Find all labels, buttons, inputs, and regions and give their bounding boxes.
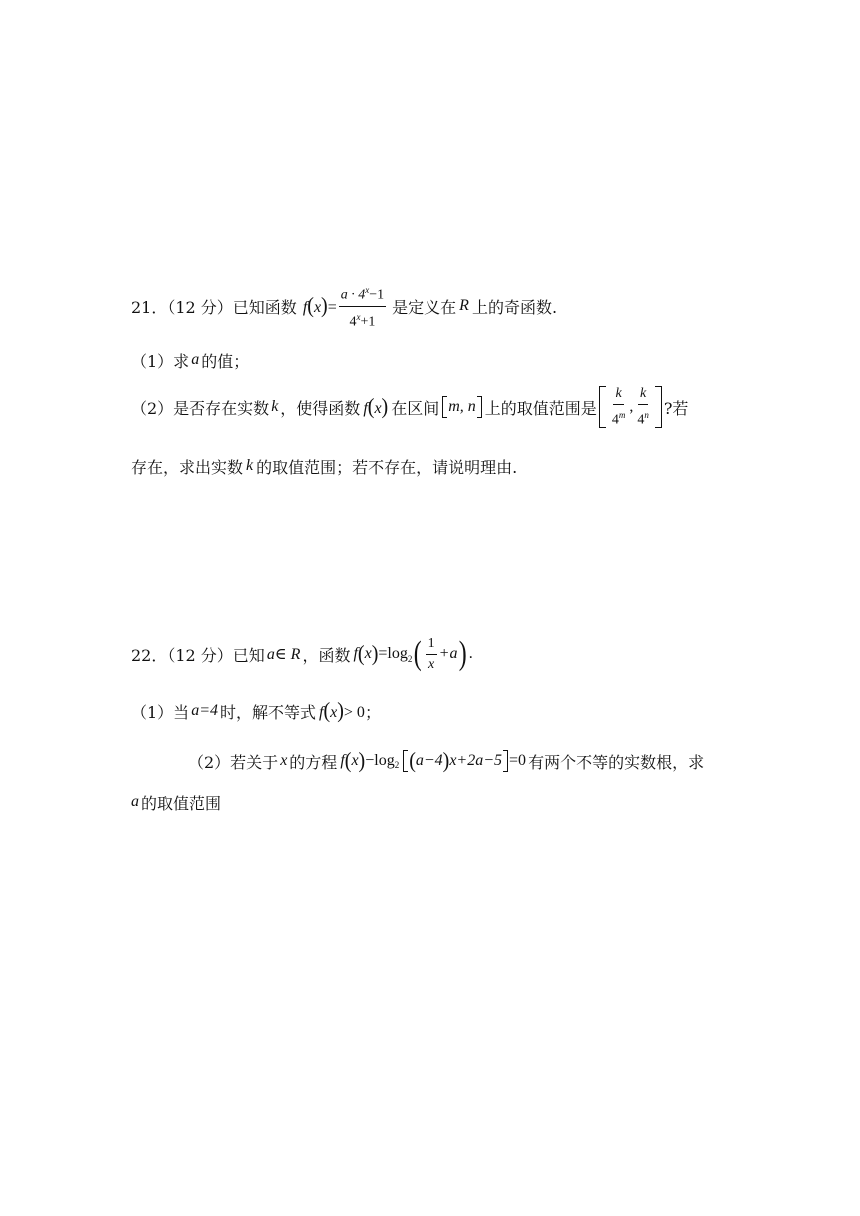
q21-R: R	[459, 297, 469, 314]
q22-stem: 22．（12 分）已知 a∈ R ，函数 f ( x ) =log $_2$ ( $\frac{1}{x}$ +a ) .	[131, 635, 473, 672]
q22-part2-line2: a 的取值范围	[131, 793, 222, 813]
q21-stem	[131, 284, 558, 330]
q22-condition: a∈ R	[266, 646, 301, 663]
q21-part1: （1）求 a 的值；	[131, 351, 250, 371]
q21-part2-fx: f(x)	[363, 394, 389, 419]
q21-function-fraction: $\frac{a \cdot 4^x-1}{4^x+1}$	[339, 281, 386, 331]
q21-range-bracket: $\frac{k}{4^m}$ , $\frac{k}{4^n}$	[599, 385, 662, 430]
q21-part2-line2: 存在，求出实数 k 的取值范围；若不存在，请说明理由.	[131, 457, 518, 477]
q22-equation: f ( x ) −log $_2$ ( a−4 ) x+2a−5 =0	[340, 748, 527, 774]
q21-text-odd: 上的奇函数.	[471, 297, 558, 317]
q22-function: f ( x ) =log $_2$ ( $\frac{1}{x}$ +a ) .	[353, 635, 473, 672]
q22-part2-line1: （2）若关于 x 的方程 f ( x ) −log $_2$ ( a−4 ) x+2a−5 =0 有两个不等的实数根，求	[188, 748, 705, 774]
q21-label: 21．（12 分）已知函数	[131, 297, 297, 317]
q21-interval: m, n	[441, 396, 483, 418]
q22-label: 22．（12 分）已知	[131, 645, 265, 665]
q22-part1: （1）当 a=4 时，解不等式 f(x)> 0 ；	[131, 698, 381, 723]
q21-text-defined: 是定义在	[392, 297, 457, 317]
q21-function-lhs: f(x)=	[302, 293, 337, 318]
q21-part2-line1: （2）是否存在实数 k ，使得函数 f(x) 在区间 m, n 上的取值范围是 $\frac{k}{4^m}$ , $\frac{k}{4^n}$ ?若	[131, 385, 689, 428]
